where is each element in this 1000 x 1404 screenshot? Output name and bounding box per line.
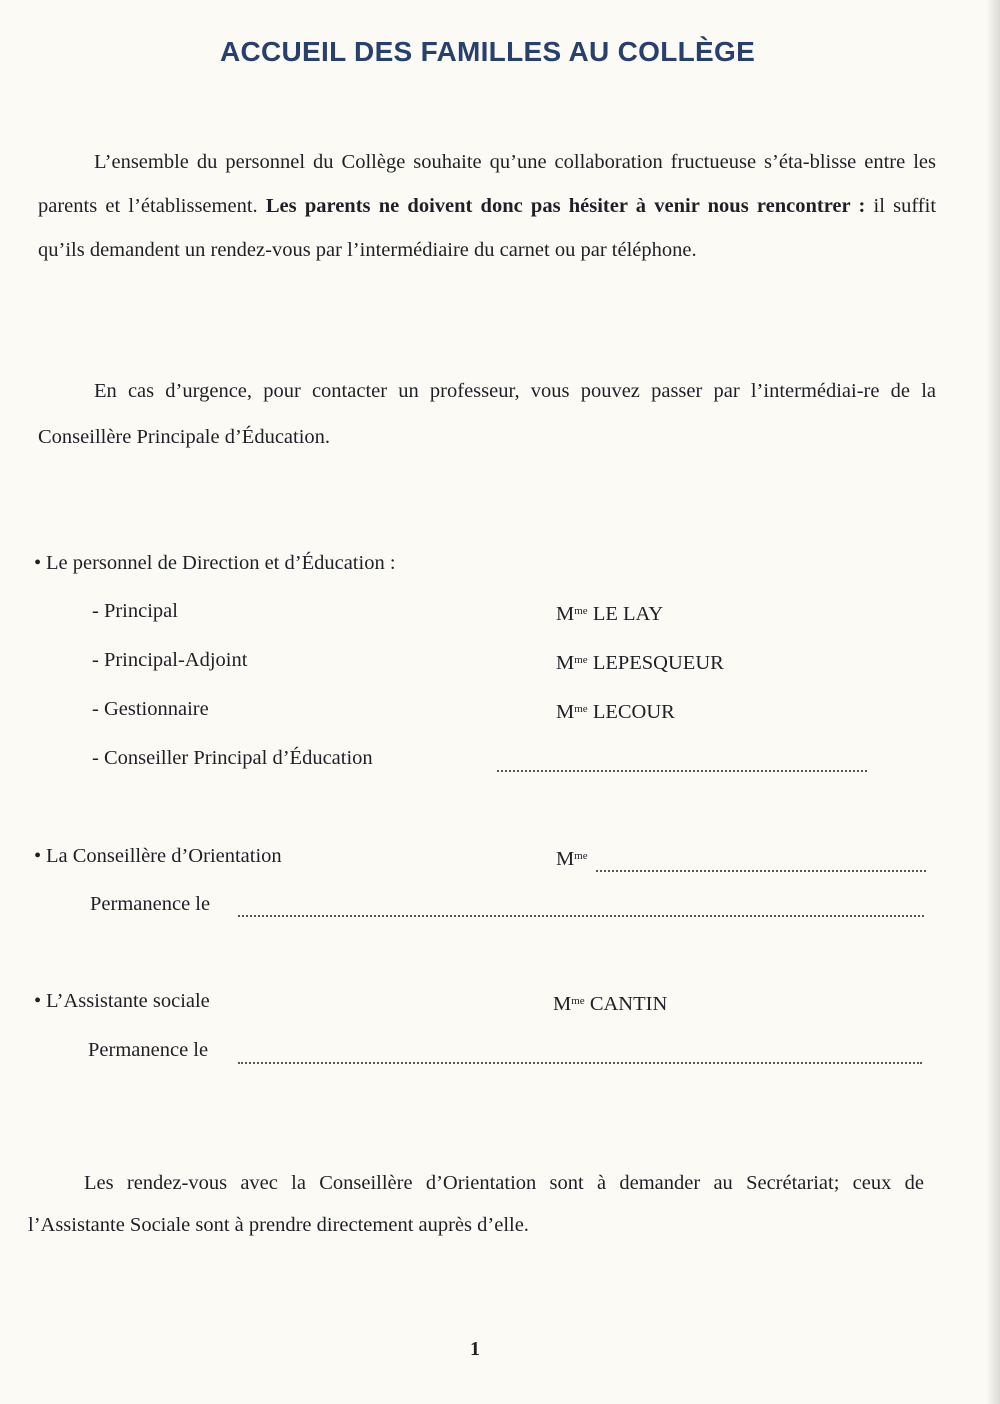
closing-text: Les rendez-vous avec la Conseillère d’Orientation sont à demander au Secrétariat; ceux de l’Assistante Sociale sont à prendre directement auprès d’elle. (28, 1172, 924, 1236)
orientation-heading: • La Conseillère d’Orientation (34, 845, 282, 867)
blank-line-orientation-permanence (238, 915, 924, 917)
role-principal: - Principal (92, 600, 178, 622)
urgence-text: En cas d’urgence, pour contacter un professeur, vous pouvez passer par l’intermédiai-re de la Conseillère Principale d’Éducation. (38, 380, 936, 448)
page-number: 1 (470, 1338, 480, 1360)
bullet-icon: • (34, 845, 42, 867)
name-principal-adjoint: $M^{me}$ LEPESQUEUR (556, 652, 724, 674)
role-conseiller-principal: - Conseiller Principal d’Éducation (92, 747, 373, 769)
direction-heading: • Le personnel de Direction et d’Éducation : (34, 552, 396, 574)
page-edge-shadow (986, 0, 1000, 1404)
intro-paragraph (38, 140, 936, 272)
blank-line-cpe (497, 770, 867, 772)
intro-text-end: il suffit qu’ils demandent un rendez-vous par l’intermédiaire du carnet ou par téléphone. (38, 195, 937, 261)
bullet-icon: • (34, 552, 42, 574)
blank-line-social-permanence (238, 1062, 922, 1064)
closing-paragraph (28, 1162, 924, 1246)
social-heading: • L’Assistante sociale (34, 990, 210, 1012)
name-principal: $M^{me}$ LE LAY (556, 603, 664, 625)
intro-bold-text: Les parents ne doivent donc pas hésiter à venir nous rencontrer : (265, 195, 866, 217)
urgence-paragraph (38, 368, 936, 460)
social-name: $M^{me}$ CANTIN (553, 993, 668, 1015)
intro-text-start: L’ensemble du personnel du Collège souhaite qu’une collaboration fructueuse s’éta-blisse entre les parents et l’établissement. (38, 151, 936, 217)
name-gestionnaire: $M^{me}$ LECOUR (556, 701, 675, 723)
role-principal-adjoint: - Principal-Adjoint (92, 649, 248, 671)
orientation-title: $M^{me}$ (556, 848, 588, 870)
social-permanence-label: Permanence le (88, 1039, 209, 1061)
orientation-permanence-label: Permanence le (90, 893, 211, 915)
bullet-icon: • (34, 990, 42, 1012)
role-gestionnaire: - Gestionnaire (92, 698, 209, 720)
page-title: ACCUEIL DES FAMILLES AU COLLÈGE (219, 36, 756, 67)
blank-line-orientation-name (596, 870, 926, 872)
